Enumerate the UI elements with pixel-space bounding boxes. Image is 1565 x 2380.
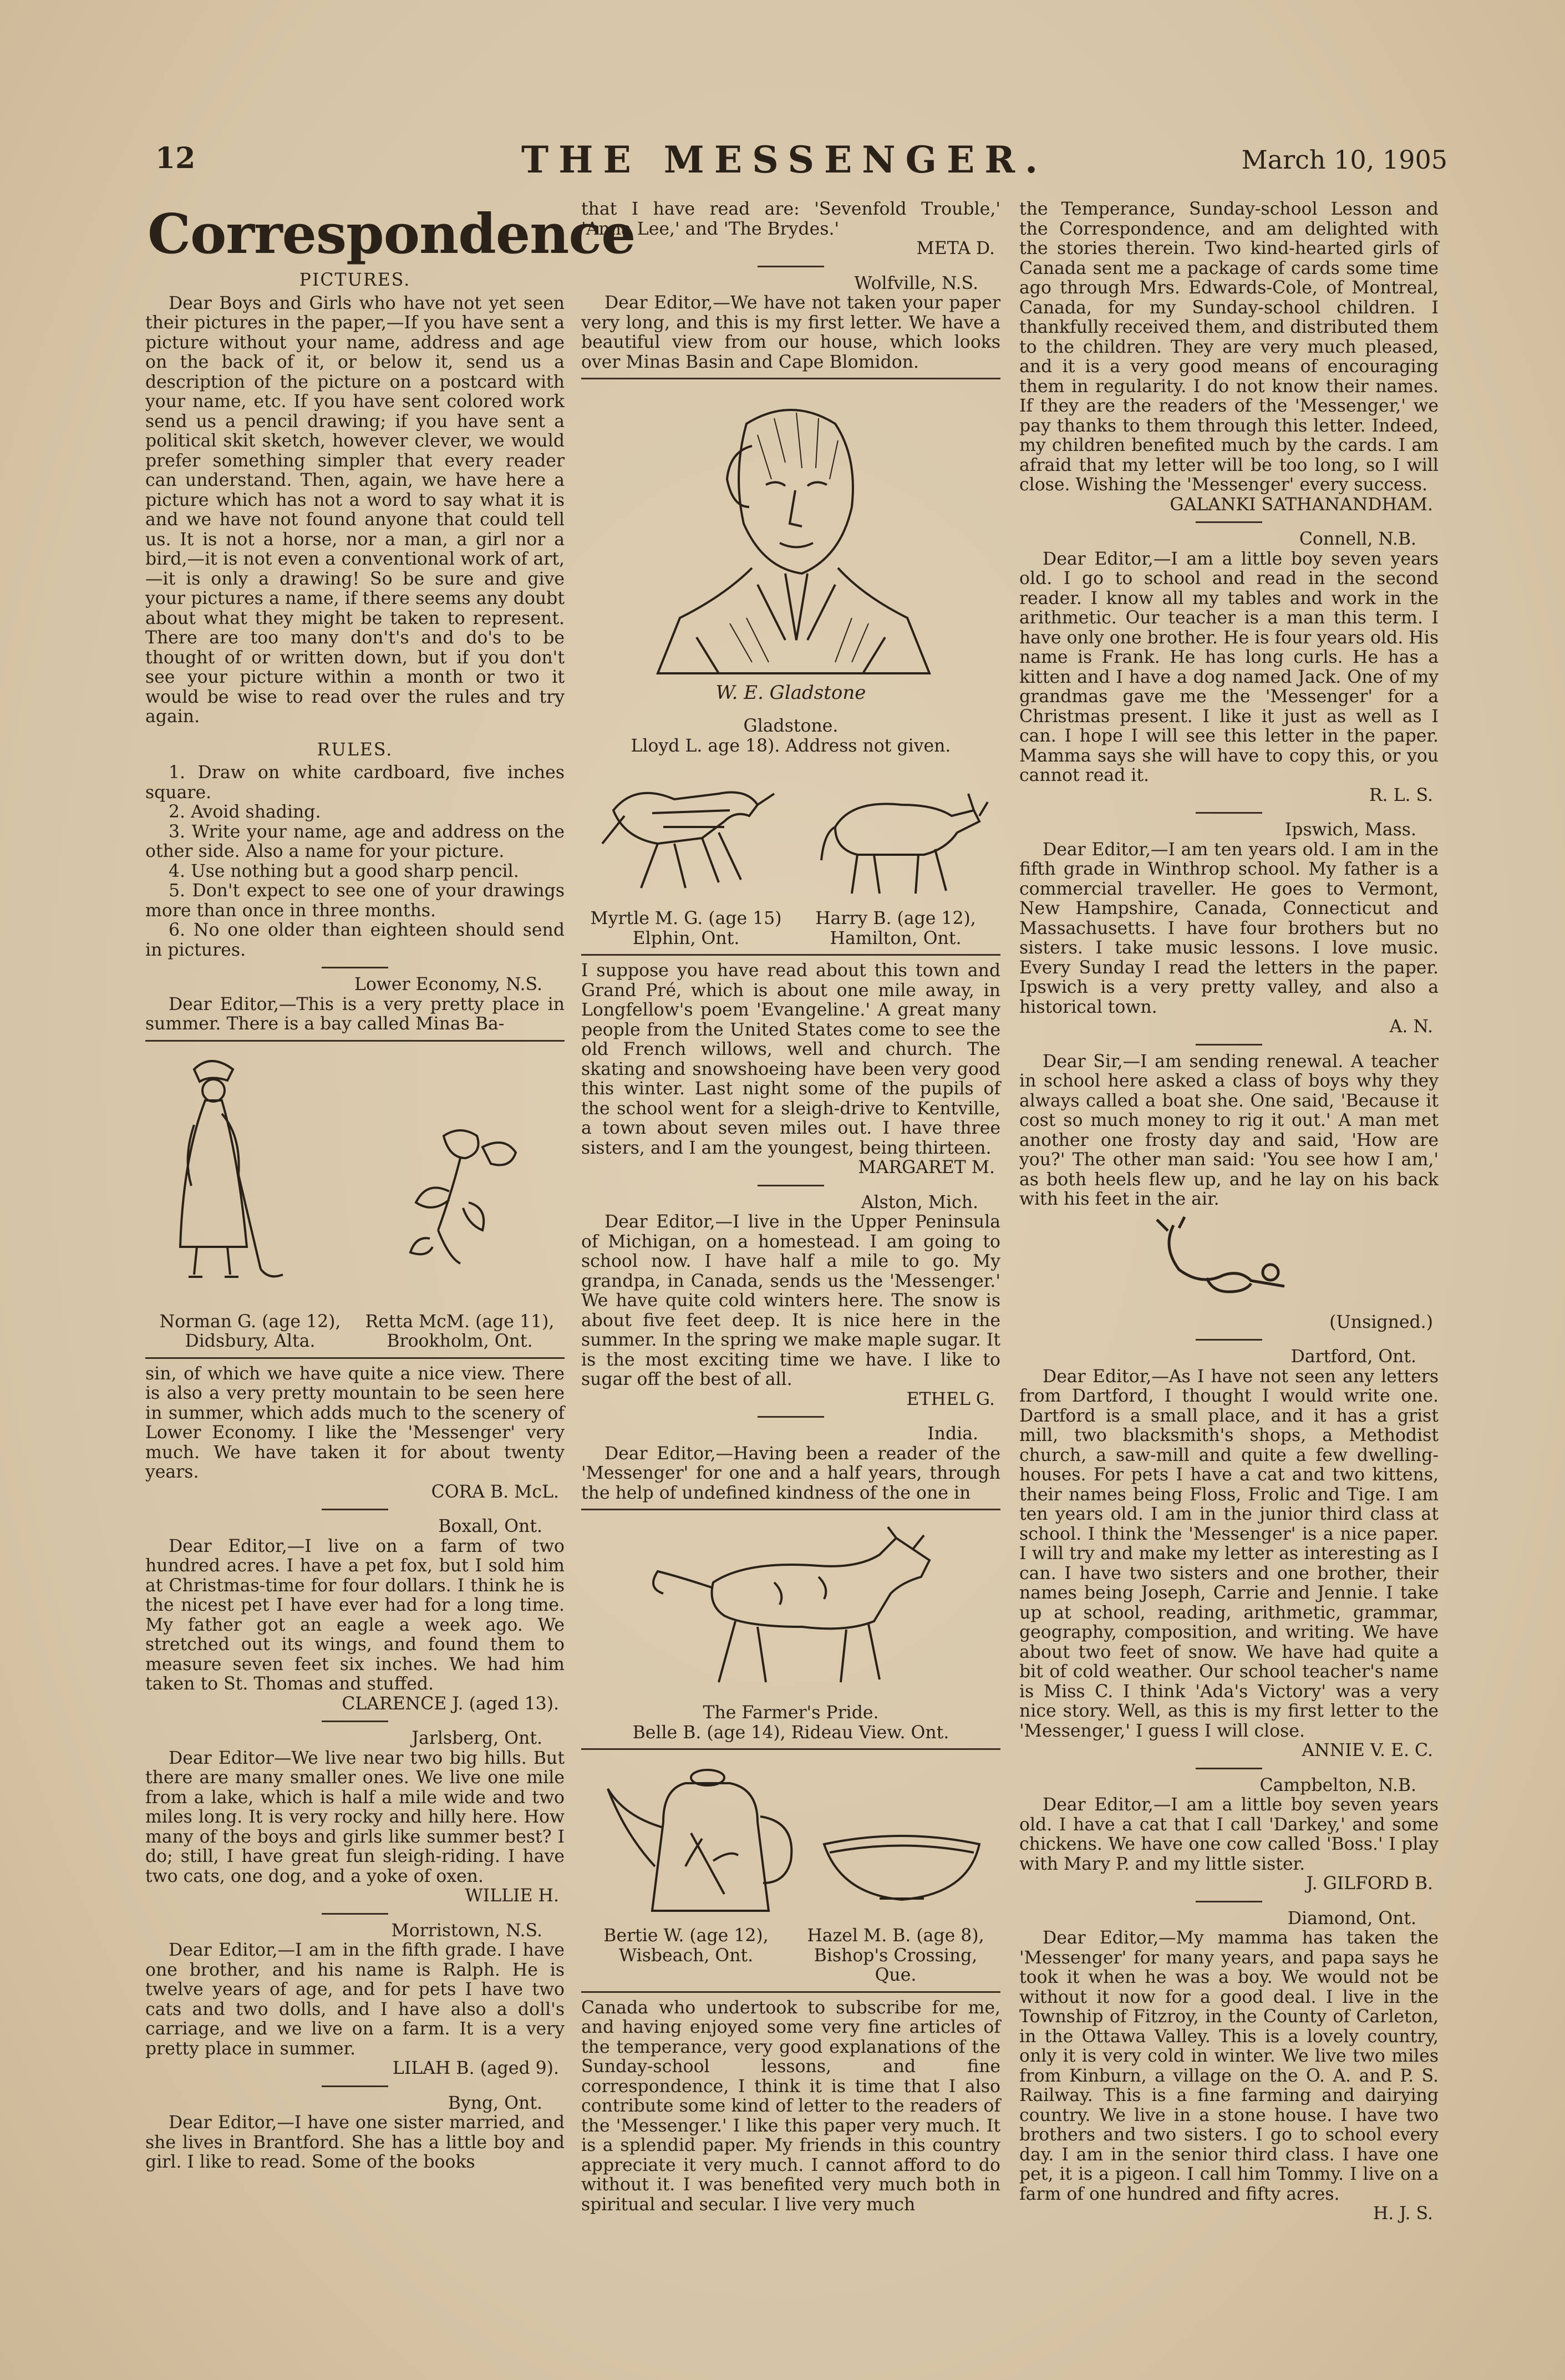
letter-text: Dear Editor,—I am in the fifth grade. I have one brother, and his name is Ralph. He is twelve years of age, and for pets I have two cats and two dolls, and I have also a doll's carriage, and we live on a farm. It is a very pretty place in summer. bbox=[145, 1940, 565, 2059]
letter-place: Morristown, N.S. bbox=[391, 1920, 542, 1941]
gladstone-portrait-illustration bbox=[619, 385, 963, 712]
caption-hazel: Hazel M. B. (age 8), Bishop's Crossing, Que. bbox=[807, 1926, 984, 1985]
divider bbox=[758, 1416, 824, 1418]
letter-text: Dear Editor,—I have one sister married, and she lives in Brantford. She has a little boy and girl. I like to read. Some of the books bbox=[145, 2113, 565, 2172]
letter-text: Dear Editor,—Having been a reader of the 'Messenger' for one and a half years, through the help of undefined kindness of the one in bbox=[581, 1443, 1000, 1503]
divider bbox=[758, 1185, 824, 1186]
rule-item: 1. Draw on white cardboard, five inches square. bbox=[145, 763, 565, 803]
letter-place: Boxall, Ont. bbox=[438, 1516, 542, 1536]
letter-place: Connell, N.B. bbox=[1299, 529, 1416, 549]
divider bbox=[1196, 1901, 1262, 1902]
divider bbox=[322, 1721, 388, 1722]
letter-signature: A. N. bbox=[1389, 1017, 1433, 1037]
pictures-heading: PICTURES. bbox=[299, 270, 411, 290]
fallen-man-sketch bbox=[1140, 1214, 1318, 1308]
letter-signature: (Unsigned.) bbox=[1329, 1312, 1433, 1332]
divider bbox=[581, 1991, 1000, 1993]
paper-title: THE MESSENGER. bbox=[521, 138, 1048, 181]
letter-signature: ANNIE V. E. C. bbox=[1302, 1740, 1433, 1760]
drawing-captions bbox=[145, 1312, 565, 1352]
letter-place: Diamond, Ont. bbox=[1287, 1908, 1416, 1929]
column-1 bbox=[145, 200, 636, 2173]
letter-signature: GALANKI SATHANANDHAM. bbox=[1170, 494, 1433, 515]
divider bbox=[145, 1040, 565, 1042]
letter-signature: META D. bbox=[916, 238, 995, 258]
letter-text: Dear Editor,—I live in the Upper Peninsula of Michigan, on a homestead. I am going to school now. I have half a mile to go. My grandpa, in Canada, sends us the 'Messenger.' We have quite cold winters here. The snow is about five feet deep. It is nice here in the summer. In the spring we make maple sugar. It is the most exciting time we have. I like to sugar off the best of all. bbox=[581, 1212, 1000, 1389]
rules-heading: RULES. bbox=[317, 739, 393, 760]
calf-illustration bbox=[636, 1516, 946, 1699]
letter-signature: H. J. S. bbox=[1373, 2204, 1433, 2224]
divider bbox=[581, 954, 1000, 956]
girl-and-flowers-illustration bbox=[150, 1047, 560, 1308]
letter-place: Alston, Mich. bbox=[861, 1192, 978, 1212]
section-heading: Correspondence bbox=[148, 202, 636, 266]
divider bbox=[581, 378, 1000, 379]
masthead bbox=[155, 138, 1447, 191]
rule-item: 3. Write your name, age and address on the other side. Also a name for your picture. bbox=[145, 821, 565, 861]
caption-bertie: Bertie W. (age 12), Wisbeach, Ont. bbox=[603, 1926, 769, 1966]
letter-place: Lower Economy, N.S. bbox=[354, 975, 542, 994]
letter-signature: MARGARET M. bbox=[858, 1158, 995, 1178]
letter-text: Dear Editor,—My mamma has taken the 'Messenger' for many years, and papa says he took it when he was a boy. We would not be without it now for a good deal. I live in the Township of Fitzroy, in the County of Carleton, in the Ottawa Valley. This is a lovely country, only it is very cold in winter. We live two miles from Kinburn, a village on the O. A. and P. S. Railway. This is a fine farming and dairying country. We live in a stone house. I have two brothers and two sisters. I go to school every day. I am in the senior third class. I have one pet, it is a pigeon. I call him Tommy. I live on a farm of one hundred and fifty acres. bbox=[1019, 1928, 1439, 2204]
divider bbox=[581, 1748, 1000, 1750]
rule-item: 2. Avoid shading. bbox=[169, 802, 321, 822]
drawing-captions bbox=[581, 1926, 1000, 1986]
page-number: 12 bbox=[155, 141, 196, 175]
letter-place: Ipswich, Mass. bbox=[1284, 820, 1416, 840]
letter-place: Byng, Ont. bbox=[448, 2093, 542, 2113]
column-2 bbox=[581, 200, 1000, 2215]
portrait-signature: W. E. Gladstone bbox=[715, 682, 866, 704]
pictures-text: Dear Boys and Girls who have not yet seen their pictures in the paper,—If you have sent a picture without your name, address and age on the back of it, or below it, send us a description of the picture on a postcard with your name, etc. If you have sent colored work send us a pencil drawing; if you have sent a political skit sketch, however clever, we would prefer something simpler that every reader can understand. Then, again, we have here a picture which has not a word to say what it is and we have not found anyone that could tell us. It is not a horse, nor a man, a girl nor a bird,—it is not even a conventional work of art,—it is only a drawing! So be sure and give your pictures a name, if there seems any doubt about what they might be taken to represent. There are too many don't's and do's to be thought of or written down, but if you don't see your picture within a month or two it would be wise to read over the rules and try again. bbox=[145, 293, 565, 727]
letter-place: Wolfville, N.S. bbox=[854, 273, 978, 293]
caption-gladstone-by: Lloyd L. age 18). Address not given. bbox=[631, 735, 951, 756]
divider bbox=[1196, 521, 1262, 523]
letter-text: Dear Editor,—We have not taken your paper very long, and this is my first letter. We have a beautiful view from our house, which looks over Minas Basin and Cape Blomidon. bbox=[581, 293, 1000, 372]
divider bbox=[322, 967, 388, 968]
issue-date: March 10, 1905 bbox=[1241, 145, 1447, 175]
letter-place: India. bbox=[927, 1424, 978, 1444]
letter-signature: R. L. S. bbox=[1369, 785, 1433, 805]
letter-text: sin, of which we have quite a nice view. There is also a very pretty mountain to be seen here in summer, which adds much to the scenery of Lower Economy. I like the 'Messenger' very much. We have taken it for about twenty years. bbox=[145, 1363, 565, 1482]
divider bbox=[1196, 1768, 1262, 1769]
horses-and-cow-illustration bbox=[591, 760, 990, 905]
caption-norman: Norman G. (age 12), Didsbury, Alta. bbox=[159, 1311, 341, 1351]
coffeepot-and-bowl-illustration bbox=[591, 1755, 990, 1922]
rule-item: 5. Don't expect to see one of your drawings more than once in three months. bbox=[145, 881, 565, 921]
letter-text: the Temperance, Sunday-school Lesson and the Correspondence, and am delighted with the stories therein. Two kind-hearted girls of Canada sent me a package of cards some time ago through Mrs. Edwards-Cole, of Montreal, Canada, for my Sunday-school children. I thankfully received them, and distributed them to the children. They are very much pleased, and it is a very good means of encouraging them in regularity. I do not know their names. If they are the readers of the 'Messenger,' we pay thanks to them through this letter. Indeed, my children benefited much by the cards. I am afraid that my letter will be too long, so I will close. Wishing the 'Messenger' every success. bbox=[1019, 199, 1439, 495]
letter-text: Dear Editor,—As I have not seen any letters from Dartford, I thought I would write one. Dartford is a small place, and it has a grist mill, two blacksmith's shops, a Methodist church, a saw-mill and quite a few dwelling-houses. For pets I have a cat and two kittens, their names being Floss, Frolic and Tige. I am ten years old. I am in the junior third class at school. I think the 'Messenger' is a nice paper. I will try and make my letter as interesting as I can. I have two sisters and one brother, their names being Joseph, Carrie and Jennie. I take up at school, reading, arithmetic, grammar, geography, composition, and writing. We have about two feet of snow. We have had quite a bit of cold weather. Our school teacher's name is Miss C. I think 'Ada's Victory' was a very nice story. Well, as this is my first letter to the 'Messenger,' I guess I will close. bbox=[1019, 1366, 1439, 1741]
letter-place: Dartford, Ont. bbox=[1290, 1347, 1416, 1367]
letter-text: Dear Editor,—I live on a farm of two hundred acres. I have a pet fox, but I sold him at Christmas-time for four dollars. I think he is the nicest pet I have ever had for a long time. My father got an eagle a week ago. We stretched out its wings, and found them to measure seven feet six inches. We had him taken to St. Thomas and stuffed. bbox=[145, 1536, 565, 1694]
letter-text: Dear Editor—We live near two big hills. But there are many smaller ones. We live one mile from a lake, which is half a mile wide and two miles long. It is very rocky and hilly here. How many of the boys and girls like summer best? I do; still, I have great fun sleigh-riding. I have two cats, one dog, and a yoke of oxen. bbox=[145, 1748, 565, 1886]
letter-text: Canada who undertook to subscribe for me, and having enjoyed some very fine articles of the temperance, very good explanations of the Sunday-school lessons, and fine correspondence, I think it is time that I also contribute some kind of letter to the readers of the 'Messenger.' I like this paper very much. It is a splendid paper. My friends in this country appreciate it very much. I cannot afford to do without it. I was benefited very much both in spiritual and secular. I live very much bbox=[581, 1997, 1000, 2215]
letter-text: Dear Editor,—I am ten years old. I am in the fifth grade in Winthrop school. My father is a commercial traveller. He goes to Vermont, New Hampshire, Canada, Connecticut and Massachusetts. I have four brothers but no sisters. I take music lessons. I love music. Every Sunday I read the letters in the paper. Ipswich is a very pretty valley, and also a historical town. bbox=[1019, 839, 1439, 1017]
letter-text: that I have read are: 'Sevenfold Trouble,' 'Anna Lee,' and 'The Brydes.' bbox=[581, 199, 1000, 239]
divider bbox=[322, 1509, 388, 1510]
letter-signature: LILAH B. (aged 9). bbox=[392, 2058, 559, 2078]
rules-list bbox=[145, 763, 565, 960]
letter-place: Campbelton, N.B. bbox=[1259, 1775, 1416, 1795]
letter-signature: ETHEL G. bbox=[906, 1389, 995, 1409]
letter-text: I suppose you have read about this town and Grand Pré, which is about one mile away, in Longfellow's poem 'Evangeline.' A great many people from the United States come to see the old French willows, well and church. The skating and snowshoeing have been very good this winter. Last night some of the pupils of the school went for a sleigh-drive to Kentville, a town about seven miles out. I have three sisters, and I am the youngest, being thirteen. bbox=[581, 961, 1000, 1158]
letter-signature: J. GILFORD B. bbox=[1306, 1874, 1433, 1894]
caption-gladstone: Gladstone. bbox=[743, 716, 839, 736]
letter-text: Dear Editor,—I am a little boy seven years old. I have a cat that I call 'Darkey,' and some chickens. We have one cow called 'Boss.' I play with Mary P. and my little sister. bbox=[1019, 1795, 1439, 1874]
rule-item: 4. Use nothing but a good sharp pencil. bbox=[169, 861, 519, 881]
divider bbox=[145, 1357, 565, 1359]
divider bbox=[322, 2085, 388, 2087]
divider bbox=[1196, 812, 1262, 814]
caption-retta: Retta McM. (age 11), Brookholm, Ont. bbox=[365, 1311, 555, 1351]
column-3 bbox=[1019, 200, 1439, 2224]
rule-item: 6. No one older than eighteen should send in pictures. bbox=[145, 920, 565, 960]
letter-text: Dear Editor,—This is a very pretty place in summer. There is a bay called Minas Ba- bbox=[145, 994, 565, 1034]
letter-signature: CORA B. McL. bbox=[431, 1481, 559, 1502]
letter-place: Jarlsberg, Ont. bbox=[411, 1728, 542, 1748]
divider bbox=[581, 1509, 1000, 1510]
divider bbox=[1196, 1044, 1262, 1046]
letter-text: Dear Sir,—I am sending renewal. A teacher in school here asked a class of boys why they always called a boat she. One said, 'Because it cost so much money to rig it out.' A man met another one frosty day and said, 'How are you?' The other man said: 'You see how I am,' as both heels flew up, and he lay on his back with his feet in the air. bbox=[1019, 1051, 1439, 1209]
caption-harry: Harry B. (age 12), Hamilton, Ont. bbox=[815, 909, 976, 948]
caption-calf-by: Belle B. (age 14), Rideau View. Ont. bbox=[632, 1722, 949, 1743]
caption-calf: The Farmer's Pride. bbox=[703, 1703, 879, 1723]
divider bbox=[758, 266, 824, 267]
drawing-captions bbox=[581, 909, 1000, 948]
divider bbox=[322, 1913, 388, 1915]
letter-signature: CLARENCE J. (aged 13). bbox=[342, 1693, 559, 1714]
caption-myrtle: Myrtle M. G. (age 15) Elphin, Ont. bbox=[590, 909, 782, 948]
letter-signature: WILLIE H. bbox=[465, 1886, 559, 1906]
divider bbox=[1196, 1339, 1262, 1341]
letter-text: Dear Editor,—I am a little boy seven years old. I go to school and read in the second reader. I know all my tables and work in the arithmetic. Our teacher is a man this term. I have only one brother. He is four years old. His name is Frank. He has long curls. He has a kitten and I have a dog named Jack. One of my grandmas gave me the 'Messenger' for a Christmas present. I like it just as well as I can. I hope I will see this letter in the paper. Mamma says she will have to copy this, or you cannot read it. bbox=[1019, 549, 1439, 785]
